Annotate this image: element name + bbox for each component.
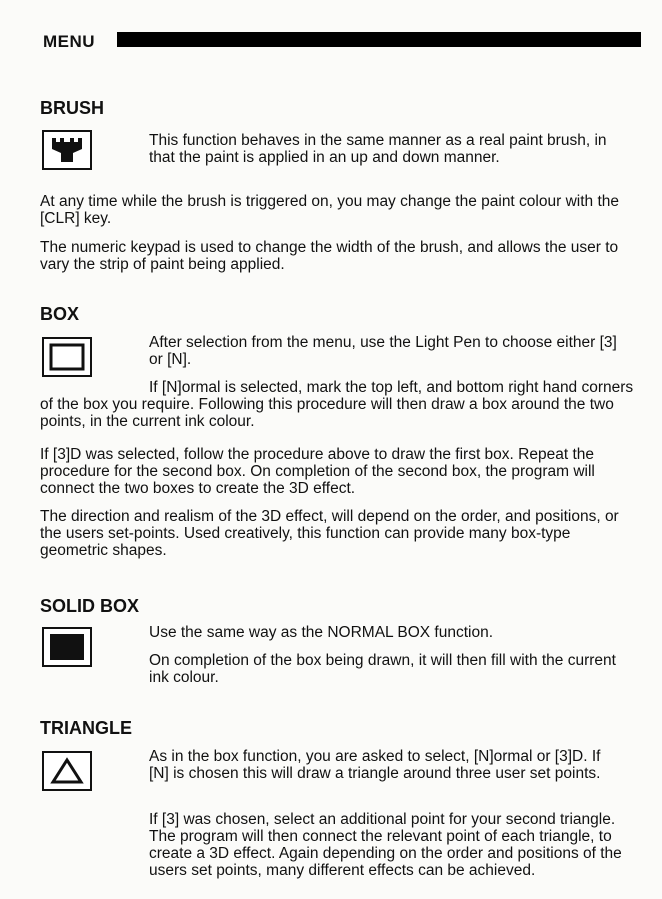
brush-width-note: The numeric keypad is used to change the width of the brush, and allows the user to vary the strip of paint being applied. bbox=[40, 239, 619, 273]
box-realism-note: The direction and realism of the 3D effect, will depend on the order, and positions, or the users set-points. Used creatively, this function can provide many box-type geometric shapes. bbox=[40, 508, 619, 559]
solid-box-title: SOLID BOX bbox=[40, 596, 140, 616]
box-outline-icon bbox=[42, 337, 92, 377]
brush-colour-note: At any time while the brush is triggered on, you may change the paint colour with the [CLR] key. bbox=[40, 193, 619, 227]
triangle-normal-note: As in the box function, you are asked to select, [N]ormal or [3]D. If [N] is chosen this will draw a triangle around three user set points. bbox=[149, 748, 601, 782]
solid-box-usage: Use the same way as the NORMAL BOX function. bbox=[149, 624, 494, 641]
box-title: BOX bbox=[40, 304, 80, 324]
brush-icon bbox=[42, 130, 92, 170]
solid-box-icon bbox=[42, 627, 92, 667]
box-3d-note: If [3]D was selected, follow the procedure above to draw the first box. Repeat the procedure for the second box. On completion of the second box, the program will connect the two boxes to create the 3D effect. bbox=[40, 446, 595, 497]
menu-title: MENU bbox=[43, 32, 96, 51]
brush-description: This function behaves in the same manner as a real paint brush, in that the paint is applied in an up and down manner. bbox=[149, 132, 607, 166]
triangle-icon bbox=[42, 751, 92, 791]
brush-title: BRUSH bbox=[40, 98, 105, 118]
box-normal-note: If [N]ormal is selected, mark the top left, and bottom right hand corners of the box you require. Following this procedure will then draw a box around the two points, in the current ink colour. bbox=[40, 379, 634, 430]
menu-header-bar bbox=[117, 32, 641, 47]
menu-header bbox=[41, 30, 641, 52]
triangle-3d-note: If [3] was chosen, select an additional point for your second triangle. The program will then connect the relevant point of each triangle, to create a 3D effect. Again depending on the order and positions of the users set points, many different effects can be achieved. bbox=[149, 811, 622, 879]
solid-box-fill-note: On completion of the box being drawn, it will then fill with the current ink colour. bbox=[149, 652, 616, 686]
box-selection-note: After selection from the menu, use the Light Pen to choose either [3] or [N]. bbox=[149, 334, 617, 368]
triangle-title: TRIANGLE bbox=[40, 718, 132, 738]
